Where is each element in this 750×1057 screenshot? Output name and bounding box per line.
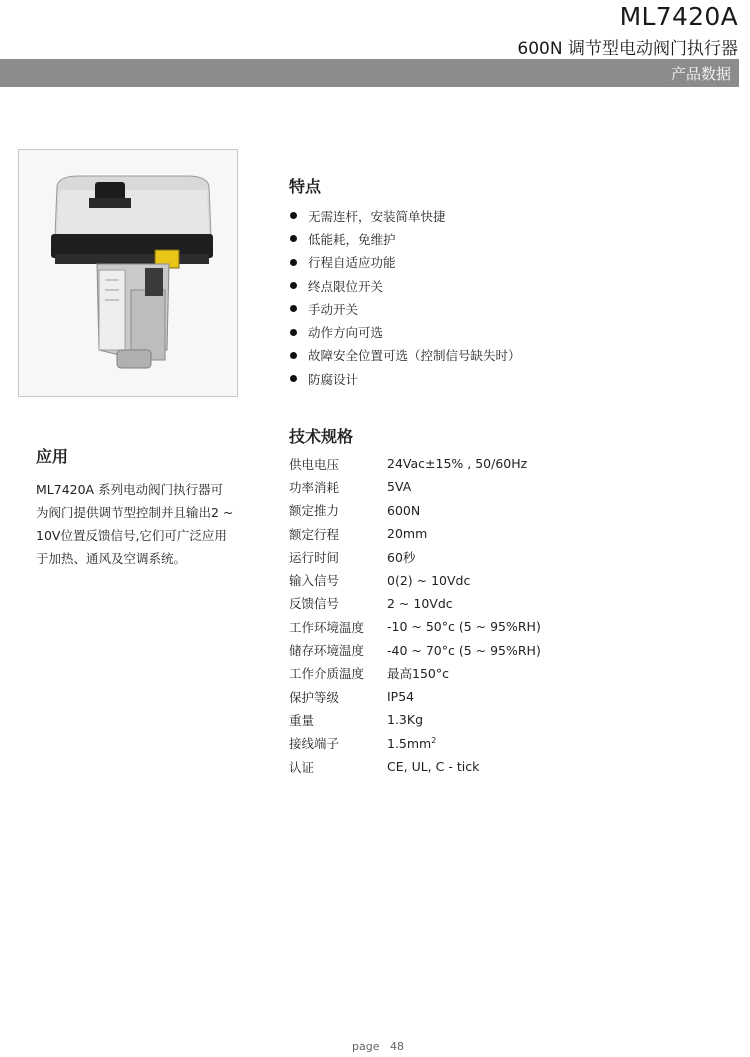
spec-key: 功率消耗 xyxy=(289,479,340,495)
spec-value-text: 1.5mm xyxy=(387,735,432,751)
spec-value: 60秒 xyxy=(387,549,416,565)
feature-item xyxy=(289,297,521,320)
features-heading: 特点 xyxy=(289,177,322,196)
spec-value: 2 ~ 10Vdc xyxy=(387,595,453,611)
spec-value xyxy=(387,732,541,755)
features-list xyxy=(289,204,521,390)
feature-text: 无需连杆，安装简单快捷 xyxy=(308,208,446,224)
spec-row xyxy=(289,475,541,498)
application-heading: 应用 xyxy=(36,447,69,466)
bullet-dot-icon xyxy=(290,282,297,289)
application-text xyxy=(36,478,246,570)
feature-item xyxy=(289,204,521,227)
spec-key: 认证 xyxy=(289,759,315,775)
feature-item xyxy=(289,320,521,343)
spec-row xyxy=(289,708,541,731)
bullet-dot-icon xyxy=(290,352,297,359)
product-model: ML7420A xyxy=(619,2,738,31)
bullet-dot-icon xyxy=(290,375,297,382)
spec-row xyxy=(289,592,541,615)
spec-key: 额定推力 xyxy=(289,503,340,519)
valve-actuator-image xyxy=(19,150,237,396)
feature-text: 行程自适应功能 xyxy=(308,255,396,271)
feature-item xyxy=(289,274,521,297)
feature-text: 动作方向可选 xyxy=(308,325,384,341)
spec-key: 保护等级 xyxy=(289,689,340,705)
spec-key: 工作介质温度 xyxy=(289,666,365,682)
spec-key: 重量 xyxy=(289,712,315,728)
feature-item xyxy=(289,251,521,274)
spec-value: 600N xyxy=(387,502,421,518)
spec-value: 1.3Kg xyxy=(387,712,424,728)
bullet-dot-icon xyxy=(290,259,297,266)
spec-value: 0(2) ~ 10Vdc xyxy=(387,572,471,588)
spec-value: CE, UL, C - tick xyxy=(387,759,480,774)
spec-key: 供电电压 xyxy=(289,456,340,472)
feature-text: 手动开关 xyxy=(308,301,359,317)
spec-row xyxy=(289,638,541,661)
feature-item xyxy=(289,367,521,390)
spec-row xyxy=(289,452,541,475)
spec-key: 运行时间 xyxy=(289,549,340,565)
specs-table xyxy=(289,452,541,778)
section-label: 产品数据 xyxy=(670,65,731,83)
spec-key: 储存环境温度 xyxy=(289,643,365,659)
spec-row xyxy=(289,615,541,638)
application-line: 为阀门提供调节型控制并且输出2 ~ xyxy=(36,505,234,520)
spec-value: -10 ~ 50°c (5 ~ 95%RH) xyxy=(387,619,541,635)
spec-row xyxy=(289,685,541,708)
feature-item xyxy=(289,227,521,250)
spec-row xyxy=(289,732,541,755)
spec-key: 输入信号 xyxy=(289,573,340,589)
feature-text: 故障安全位置可选（控制信号缺失时） xyxy=(308,348,521,364)
feature-text: 终点限位开关 xyxy=(308,278,384,294)
spec-row xyxy=(289,499,541,522)
spec-value: 5VA xyxy=(387,479,412,495)
spec-key: 工作环境温度 xyxy=(289,619,365,635)
bullet-dot-icon xyxy=(290,235,297,242)
spec-value: 20mm xyxy=(387,526,428,542)
spec-value: -40 ~ 70°c (5 ~ 95%RH) xyxy=(387,642,541,658)
product-photo xyxy=(18,149,238,397)
page-number: page 48 xyxy=(352,1040,404,1053)
spec-row xyxy=(289,522,541,545)
feature-item xyxy=(289,344,521,367)
feature-text: 低能耗，免维护 xyxy=(308,231,396,247)
spec-row xyxy=(289,545,541,568)
bullet-dot-icon xyxy=(290,305,297,312)
spec-key: 反馈信号 xyxy=(289,596,340,612)
spec-value: 最高150°c xyxy=(387,666,449,682)
spec-key: 额定行程 xyxy=(289,526,340,542)
specs-heading: 技术规格 xyxy=(289,427,354,446)
spec-value-superscript: 2 xyxy=(431,735,437,745)
spec-value: IP54 xyxy=(387,689,415,705)
bullet-dot-icon xyxy=(290,329,297,336)
product-subtitle: 600N 调节型电动阀门执行器 xyxy=(517,39,738,59)
application-line: 10V位置反馈信号,它们可广泛应用 xyxy=(36,528,227,543)
application-line: ML7420A 系列电动阀门执行器可 xyxy=(36,482,224,497)
spec-row xyxy=(289,568,541,591)
section-band xyxy=(0,59,739,87)
spec-row xyxy=(289,662,541,685)
spec-value: 24Vac±15% , 50/60Hz xyxy=(387,456,528,472)
spec-row xyxy=(289,755,541,778)
spec-key: 接线端子 xyxy=(289,736,340,752)
bullet-dot-icon xyxy=(290,212,297,219)
feature-text: 防腐设计 xyxy=(308,371,359,387)
application-line: 于加热、通风及空调系统。 xyxy=(36,551,187,566)
